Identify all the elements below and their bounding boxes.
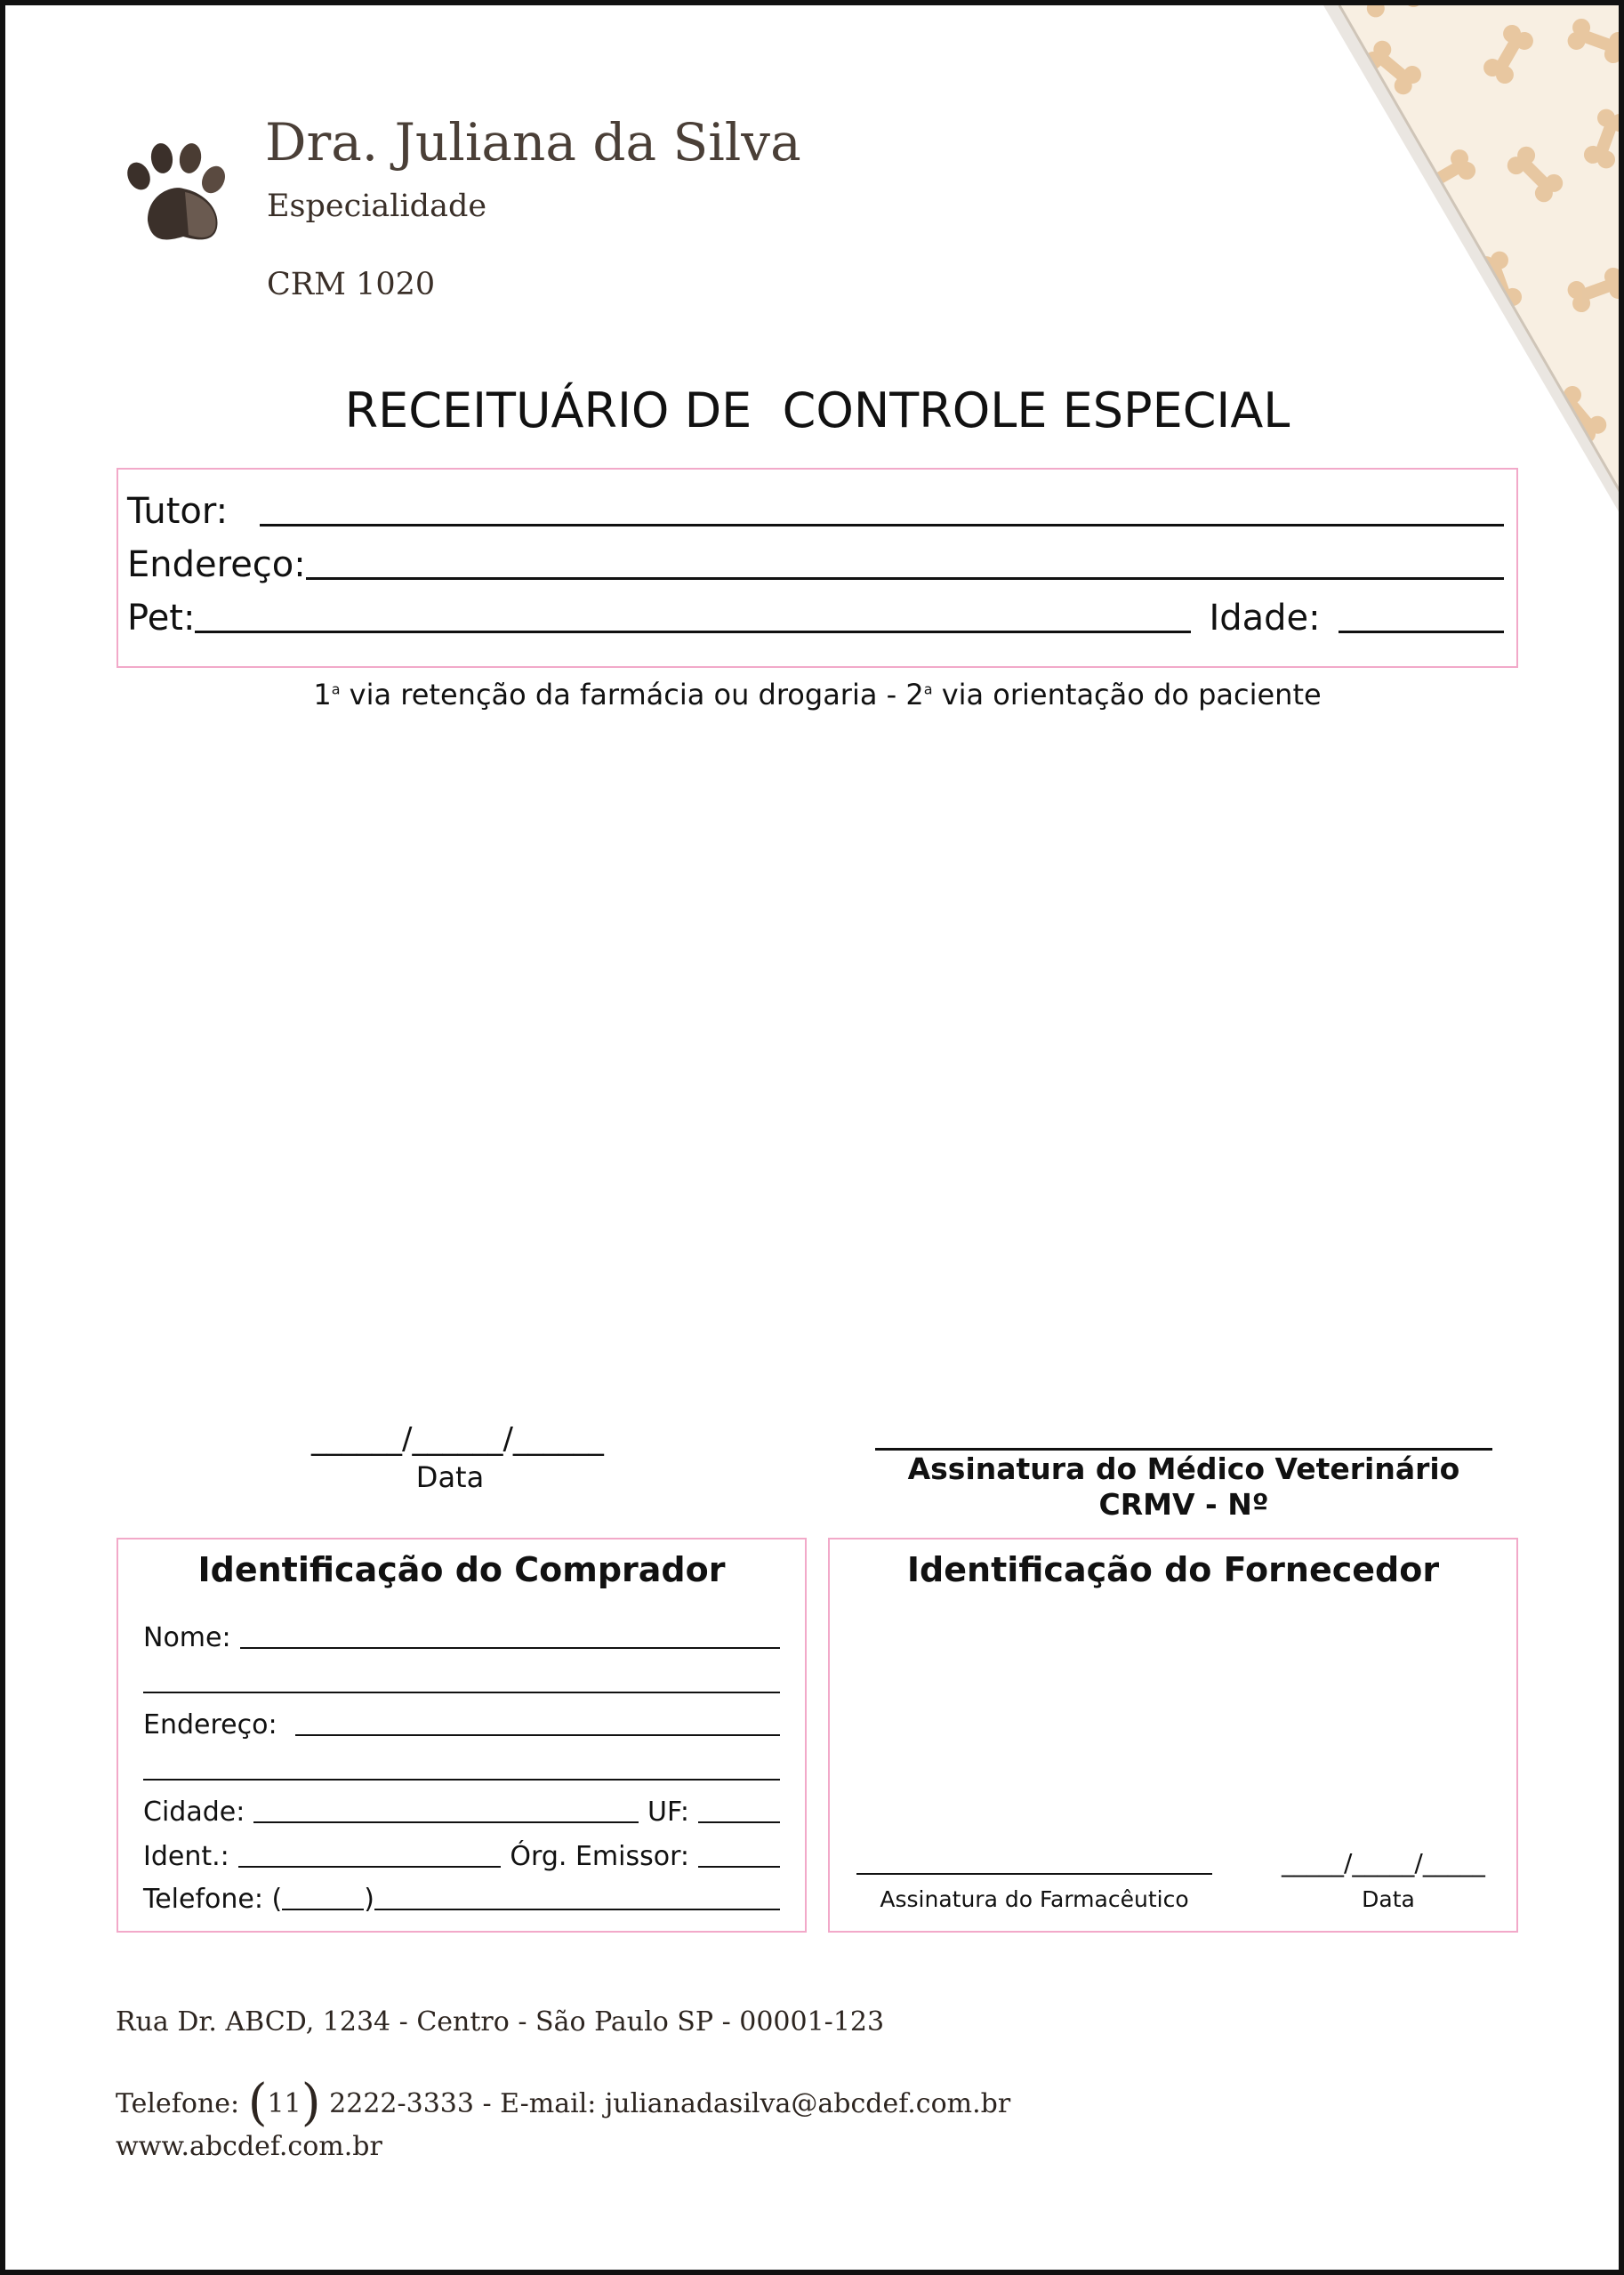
buyer-issuer-line[interactable] [698, 1866, 780, 1868]
vet-signature-line[interactable] [875, 1448, 1492, 1451]
buyer-address-extra-line[interactable] [143, 1779, 780, 1781]
via-note-second-num: 2 [905, 678, 924, 711]
buyer-phone-close: ) [364, 1884, 374, 1915]
pharmacist-signature-label: Assinatura do Farmacêutico [880, 1886, 1189, 1912]
doctor-crm: CRM 1020 [267, 267, 436, 302]
form-title: RECEITUÁRIO DE CONTROLE ESPECIAL [344, 382, 1290, 438]
buyer-uf-line[interactable] [698, 1821, 780, 1823]
doctor-name: Dra. Juliana da Silva [265, 112, 801, 173]
tutor-field[interactable] [127, 480, 1504, 532]
address-input-line[interactable] [306, 577, 1504, 580]
pet-field[interactable] [127, 587, 1504, 639]
buyer-ident-field[interactable] [143, 1833, 780, 1872]
buyer-address-line-2[interactable] [143, 1746, 780, 1785]
via-note-second-sup: a [923, 680, 933, 698]
pet-input-line[interactable] [195, 631, 1191, 633]
patient-info-box [117, 468, 1518, 668]
buyer-address-label: Endereço: [143, 1709, 277, 1740]
footer-area-code: 11 [267, 2088, 301, 2119]
buyer-city-field[interactable] [143, 1789, 780, 1828]
buyer-ident-label: Ident.: [143, 1841, 229, 1872]
buyer-name-line[interactable] [240, 1647, 780, 1649]
pet-label: Pet: [127, 598, 196, 639]
tutor-input-line[interactable] [260, 524, 1504, 527]
supplier-date-label: Data [1362, 1886, 1415, 1912]
buyer-title: Identificação do Comprador [197, 1550, 726, 1589]
pharmacist-signature-line[interactable] [856, 1873, 1212, 1875]
address-label: Endereço: [127, 544, 306, 585]
tutor-label: Tutor: [127, 491, 229, 532]
footer-address: Rua Dr. ABCD, 1234 - Centro - São Paulo SP - 00001-123 [116, 2006, 885, 2038]
supplier-date-blank[interactable]: _____/_____/_____ [1282, 1848, 1485, 1877]
buyer-identification-box [117, 1538, 807, 1933]
buyer-phone-area-line[interactable] [282, 1909, 364, 1910]
via-note-first-sup: a [331, 680, 341, 698]
footer-phone-email: 2222-3333 - E-mail: julianadasilva@abcdef.com.br [329, 2088, 1011, 2119]
buyer-issuer-label: Órg. Emissor: [510, 1841, 689, 1872]
buyer-phone-field[interactable] [143, 1876, 780, 1915]
buyer-name-field[interactable] [143, 1614, 780, 1653]
footer-contact: Telefone: (11) 2222-3333 - E-mail: julianadasilva@abcdef.com.br [116, 2074, 1011, 2132]
buyer-city-line[interactable] [253, 1821, 639, 1823]
doctor-specialty: Especialidade [267, 189, 487, 224]
buyer-name-label: Nome: [143, 1622, 231, 1653]
footer-phone-prefix: Telefone: [116, 2088, 240, 2119]
paw-print-icon [121, 139, 233, 251]
via-note-second-text: via orientação do paciente [932, 678, 1322, 711]
age-label: Idade: [1209, 598, 1321, 639]
buyer-phone-line[interactable] [374, 1909, 780, 1910]
address-field[interactable] [127, 534, 1504, 585]
supplier-title: Identificação do Fornecedor [906, 1550, 1440, 1589]
vet-signature-label: Assinatura do Médico Veterinário [907, 1451, 1460, 1486]
age-input-line[interactable] [1339, 631, 1504, 633]
via-note [5, 678, 1624, 711]
prescription-date-label: Data [415, 1460, 485, 1494]
buyer-name-line-2[interactable] [143, 1659, 780, 1698]
via-note-first-num: 1 [313, 678, 332, 711]
footer-website[interactable]: www.abcdef.com.br [116, 2131, 382, 2162]
buyer-uf-label: UF: [647, 1797, 689, 1828]
prescription-date-blank[interactable]: ______/______/______ [311, 1421, 604, 1457]
supplier-identification-box [828, 1538, 1518, 1933]
buyer-address-field[interactable] [143, 1701, 780, 1740]
crmv-label: CRMV - Nº [1098, 1487, 1269, 1522]
buyer-phone-label: Telefone: ( [143, 1884, 283, 1915]
buyer-city-label: Cidade: [143, 1797, 245, 1828]
buyer-ident-line[interactable] [238, 1866, 502, 1868]
buyer-name-extra-line[interactable] [143, 1692, 780, 1693]
via-note-first-text: via retenção da farmácia ou drogaria - [340, 678, 906, 711]
buyer-address-line[interactable] [295, 1734, 780, 1736]
